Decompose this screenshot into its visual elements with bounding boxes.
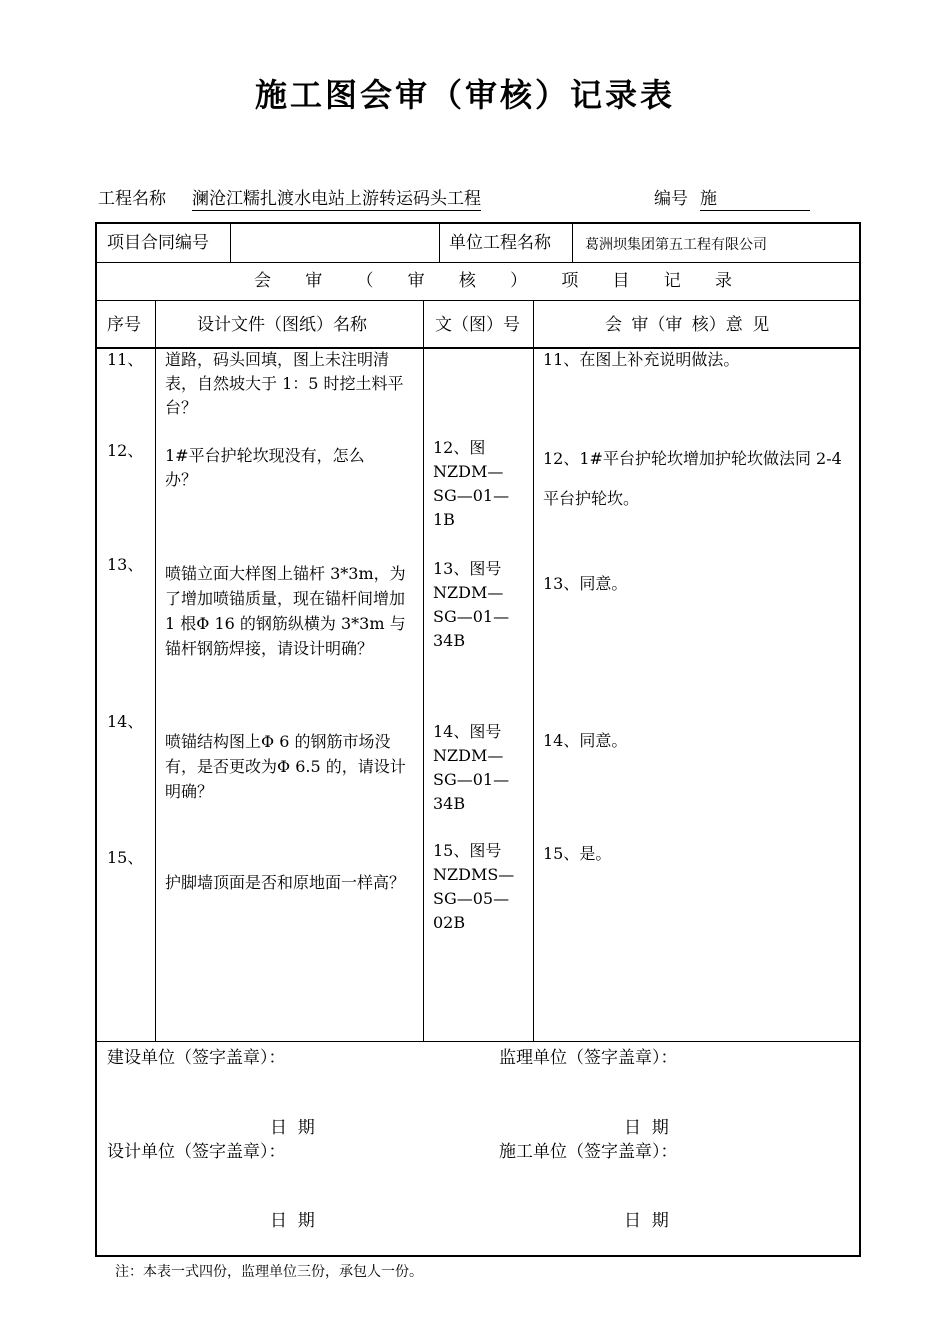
row-drawing: 12、图 NZDM—SG—01—1B xyxy=(433,438,510,529)
number-value: 施 xyxy=(700,184,810,211)
design-date-label: 日 期 xyxy=(270,1211,315,1231)
section-title-char: 审 xyxy=(305,271,323,291)
divider xyxy=(572,224,573,262)
section-title-char: 项 xyxy=(561,271,579,291)
row-drawing: 13、图号 NZDM—SG—01—34B xyxy=(433,559,510,650)
row-drawing: 14、图号 NZDM—SG—01—34B xyxy=(433,722,510,813)
divider xyxy=(439,224,440,262)
divider xyxy=(97,300,859,301)
section-title-char: ） xyxy=(510,271,528,291)
review-record-table xyxy=(95,222,861,1257)
row-opinion: 11、在图上补充说明做法。 xyxy=(543,350,740,369)
row-seq: 11、 xyxy=(107,350,144,369)
row-drawing: 15、图号 NZDMS—SG—05—02B xyxy=(433,841,515,932)
row-question: 1#平台护轮坎现没有，怎么办？ xyxy=(165,446,365,489)
row-opinion: 12、1#平台护轮坎增加护轮坎做法同 2-4 平台护轮坎。 xyxy=(543,449,842,508)
row-opinion: 15、是。 xyxy=(543,844,612,863)
supervision-unit-signature: 监理单位（签字盖章）： xyxy=(499,1048,678,1068)
column-header-opinion: 会 审（审 核）意 见 xyxy=(605,315,770,335)
divider xyxy=(97,262,859,263)
column-header-seq: 序号 xyxy=(107,315,141,335)
section-title-char: 记 xyxy=(663,271,681,291)
row-seq: 12、 xyxy=(107,441,144,460)
row-seq: 14、 xyxy=(107,712,144,731)
divider xyxy=(230,224,231,262)
row-question: 护脚墙顶面是否和原地面一样高？ xyxy=(165,873,406,892)
divider xyxy=(155,300,156,1041)
unit-project-value: 葛洲坝集团第五工程有限公司 xyxy=(585,237,767,253)
section-title-char: 会 xyxy=(254,271,271,291)
builder-unit-signature: 施工单位（签字盖章）： xyxy=(499,1142,678,1162)
section-title-char: 录 xyxy=(714,271,732,291)
page-title: 施工图会审（审核）记录表 xyxy=(254,76,675,114)
divider xyxy=(423,300,424,1041)
column-header-design-doc: 设计文件（图纸）名称 xyxy=(197,315,367,335)
section-title-char: 审 xyxy=(407,271,425,291)
builder-date-label: 日 期 xyxy=(624,1211,669,1231)
divider xyxy=(533,300,534,1041)
row-seq: 15、 xyxy=(107,848,144,867)
row-question: 喷锚结构图上Φ 6 的钢筋市场没有，是否更改为Φ 6.5 的，请设计明确？ xyxy=(165,732,406,801)
row-question: 喷锚立面大样图上锚杆 3*3m，为了增加喷锚质量，现在锚杆间增加 1 根Φ 16 的钢筋纵横为 3*3m 与锚杆钢筋焊接，请设计明确？ xyxy=(165,564,406,658)
construction-date-label: 日 期 xyxy=(270,1118,315,1138)
supervision-date-label: 日 期 xyxy=(624,1118,669,1138)
design-unit-signature: 设计单位（签字盖章）： xyxy=(107,1142,286,1162)
project-name-value: 澜沧江糯扎渡水电站上游转运码头工程 xyxy=(192,184,481,211)
column-header-drawing-no: 文（图）号 xyxy=(435,315,520,335)
unit-project-label: 单位工程名称 xyxy=(449,233,551,253)
construction-unit-signature: 建设单位（签字盖章）： xyxy=(107,1048,286,1068)
footnote: 注：本表一式四份，监理单位三份，承包人一份。 xyxy=(115,1264,423,1280)
section-title-char: 核 xyxy=(458,271,476,291)
row-opinion: 13、同意。 xyxy=(543,574,628,593)
section-title-char: 目 xyxy=(612,271,630,291)
contract-number-label: 项目合同编号 xyxy=(107,233,209,253)
row-question: 道路，码头回填，图上未注明清表，自然坡大于 1：5 时挖土料平台？ xyxy=(165,350,404,417)
section-title-char: （ xyxy=(356,271,374,291)
number-label: 编号 xyxy=(654,189,688,209)
section-title xyxy=(254,269,732,293)
project-name-label: 工程名称 xyxy=(98,189,166,209)
row-opinion: 14、同意。 xyxy=(543,731,628,750)
divider xyxy=(97,1041,859,1042)
row-seq: 13、 xyxy=(107,555,144,574)
